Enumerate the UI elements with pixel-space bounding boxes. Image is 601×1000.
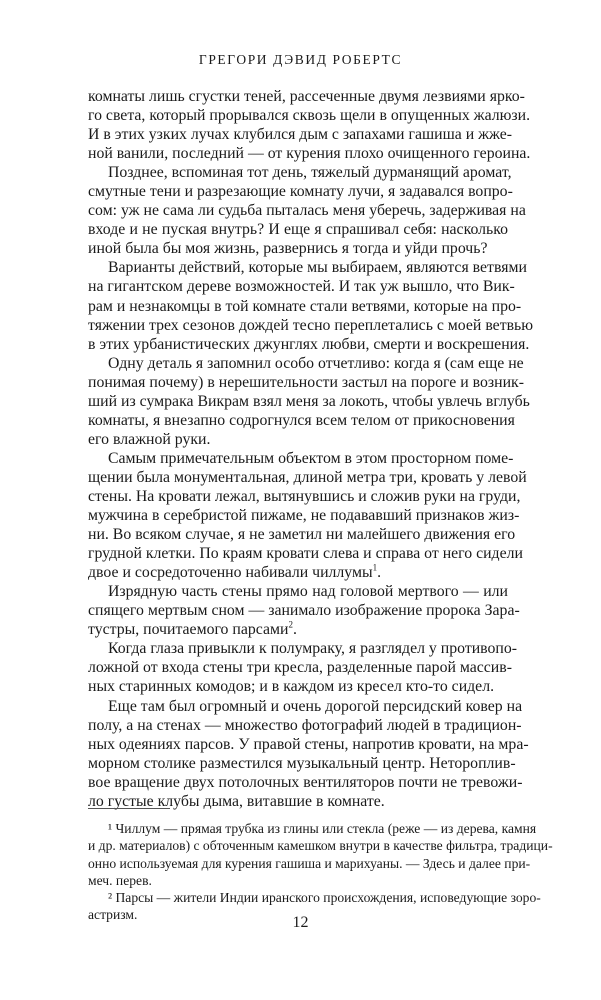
- footnote-line: ² Парсы — жители Индии иранского происхождения, исповедующие зоро-: [108, 890, 541, 906]
- text-line: ных одеяниях парсов. У правой стены, напротив кровати, на мра-: [88, 735, 529, 753]
- text-line: в этих урбанистических джунглях любви, смерти и воскрешения.: [88, 335, 530, 353]
- text-line: стены. На кровати лежал, вытянувшись и сложив руки на груди,: [88, 487, 521, 505]
- text-line: ных старинных комодов; и в каждом из кресел кто-то сидел.: [88, 678, 495, 696]
- footnote-line: ¹ Чиллум — прямая трубка из глины или стекла (реже — из дерева, камня: [108, 821, 537, 836]
- text-line: го света, который прорывался сквозь щели в опущенных жалюзи.: [88, 107, 531, 125]
- text-line: ни. Во всяком случае, я не заметил ни малейшего движения его: [88, 526, 516, 544]
- text-line: щении была монументальная, длиной метра три, кровать у левой: [88, 468, 527, 486]
- text-line: И в этих узких лучах клубился дым с запахами гашиша и жже-: [88, 126, 512, 144]
- text-line: спящего мертвым сном — занимало изображение пророка Зара-: [88, 602, 520, 620]
- text-line: грудной клетки. По краям кровати слева и справа от него сидели: [88, 545, 523, 563]
- text-line: ной ванили, последний — от курения плохо очищенного героина.: [88, 145, 531, 163]
- text-line: рам и незнакомцы в той комнате стали ветвями, которые на про-: [88, 297, 522, 315]
- text-line: на гигантском дереве возможностей. И так уж вышло, что Вик-: [88, 278, 515, 296]
- footnote-line: и др. материалов) с обточенным камешком внутри в качестве фильтра, традици-: [88, 838, 553, 854]
- footnote-line: онно используемая для курения гашиша и марихуаны. — Здесь и далее при-: [88, 855, 531, 871]
- text-line: тустры, почитаемого парсами$^2$.: [88, 620, 297, 639]
- text-line: Позднее, вспоминая тот день, тяжелый дурманящий аромат,: [108, 164, 512, 182]
- text-line: его влажной руки.: [88, 430, 211, 448]
- text-line: ложной от входа стены три кресла, разделенные парой массив-: [88, 659, 512, 677]
- text-line: мужчина в серебристой пижаме, не подававший признаков жиз-: [88, 507, 520, 525]
- text-line: ший из сумрака Викрам взял меня за локоть, чтобы увлечь вглубь: [88, 392, 530, 410]
- text-line: двое и сосредоточенно набивали чиллумы$^1$.: [88, 562, 382, 582]
- text-line: тяжении трех сезонов дождей тесно переплетались с моей ветвью: [88, 316, 534, 334]
- text-line: Варианты действий, которые мы выбираем, являются ветвями: [108, 259, 527, 277]
- text-line: Изрядную часть стены прямо над головой мертвого — или: [108, 583, 508, 601]
- text-line: полу, а на стенах — множество фотографий людей в традицион-: [88, 716, 522, 734]
- page-number: 12: [292, 914, 309, 931]
- text-line: Еще там был огромный и очень дорогой персидский ковер на: [108, 697, 523, 715]
- text-line: морном столике разместился музыкальный центр. Нетороплив-: [88, 754, 516, 772]
- footnote-line: астризм.: [88, 907, 138, 923]
- text-line: сом: уж не сама ли судьба пыталась меня уберечь, задерживая на: [88, 202, 526, 220]
- footnote-marker[interactable]: 1: [372, 562, 378, 573]
- text-line: ло густые клубы дыма, витавшие в комнате.: [88, 792, 385, 810]
- text-line: комнаты, я внезапно содрогнулся всем телом от прикосновения: [88, 411, 515, 429]
- running-header: ГРЕГОРИ ДЭВИД РОБЕРТС: [198, 52, 403, 67]
- text-line: понимая почему) в нерешительности застыл на пороге и возник-: [88, 373, 524, 391]
- text-line: иной была бы моя жизнь, развернись я тогда и уйди прочь?: [88, 240, 488, 258]
- text-line: Когда глаза привыкли к полумраку, я разглядел у противопо-: [108, 640, 518, 658]
- footnote-rule: [88, 808, 170, 809]
- text-line: смутные тени и разрезающие комнату лучи, я задавался вопро-: [88, 183, 513, 201]
- footnotes: [88, 820, 553, 924]
- text-line: Самым примечательным объектом в этом просторном поме-: [108, 449, 514, 467]
- text-line: вое вращение двух потолочных вентиляторов почти не тревожи-: [88, 773, 523, 791]
- footnote-line: меч. перев.: [88, 872, 152, 888]
- text-line: комнаты лишь сгустки теней, рассеченные двумя лезвиями ярко-: [88, 88, 525, 105]
- text-line: Одну деталь я запомнил особо отчетливо: когда я (сам еще не: [108, 354, 524, 372]
- text-line: входе и не пуская внутрь? И еще я спрашивал себя: насколько: [88, 221, 508, 239]
- main-text: [88, 87, 534, 811]
- footnote-marker[interactable]: 2: [288, 620, 293, 631]
